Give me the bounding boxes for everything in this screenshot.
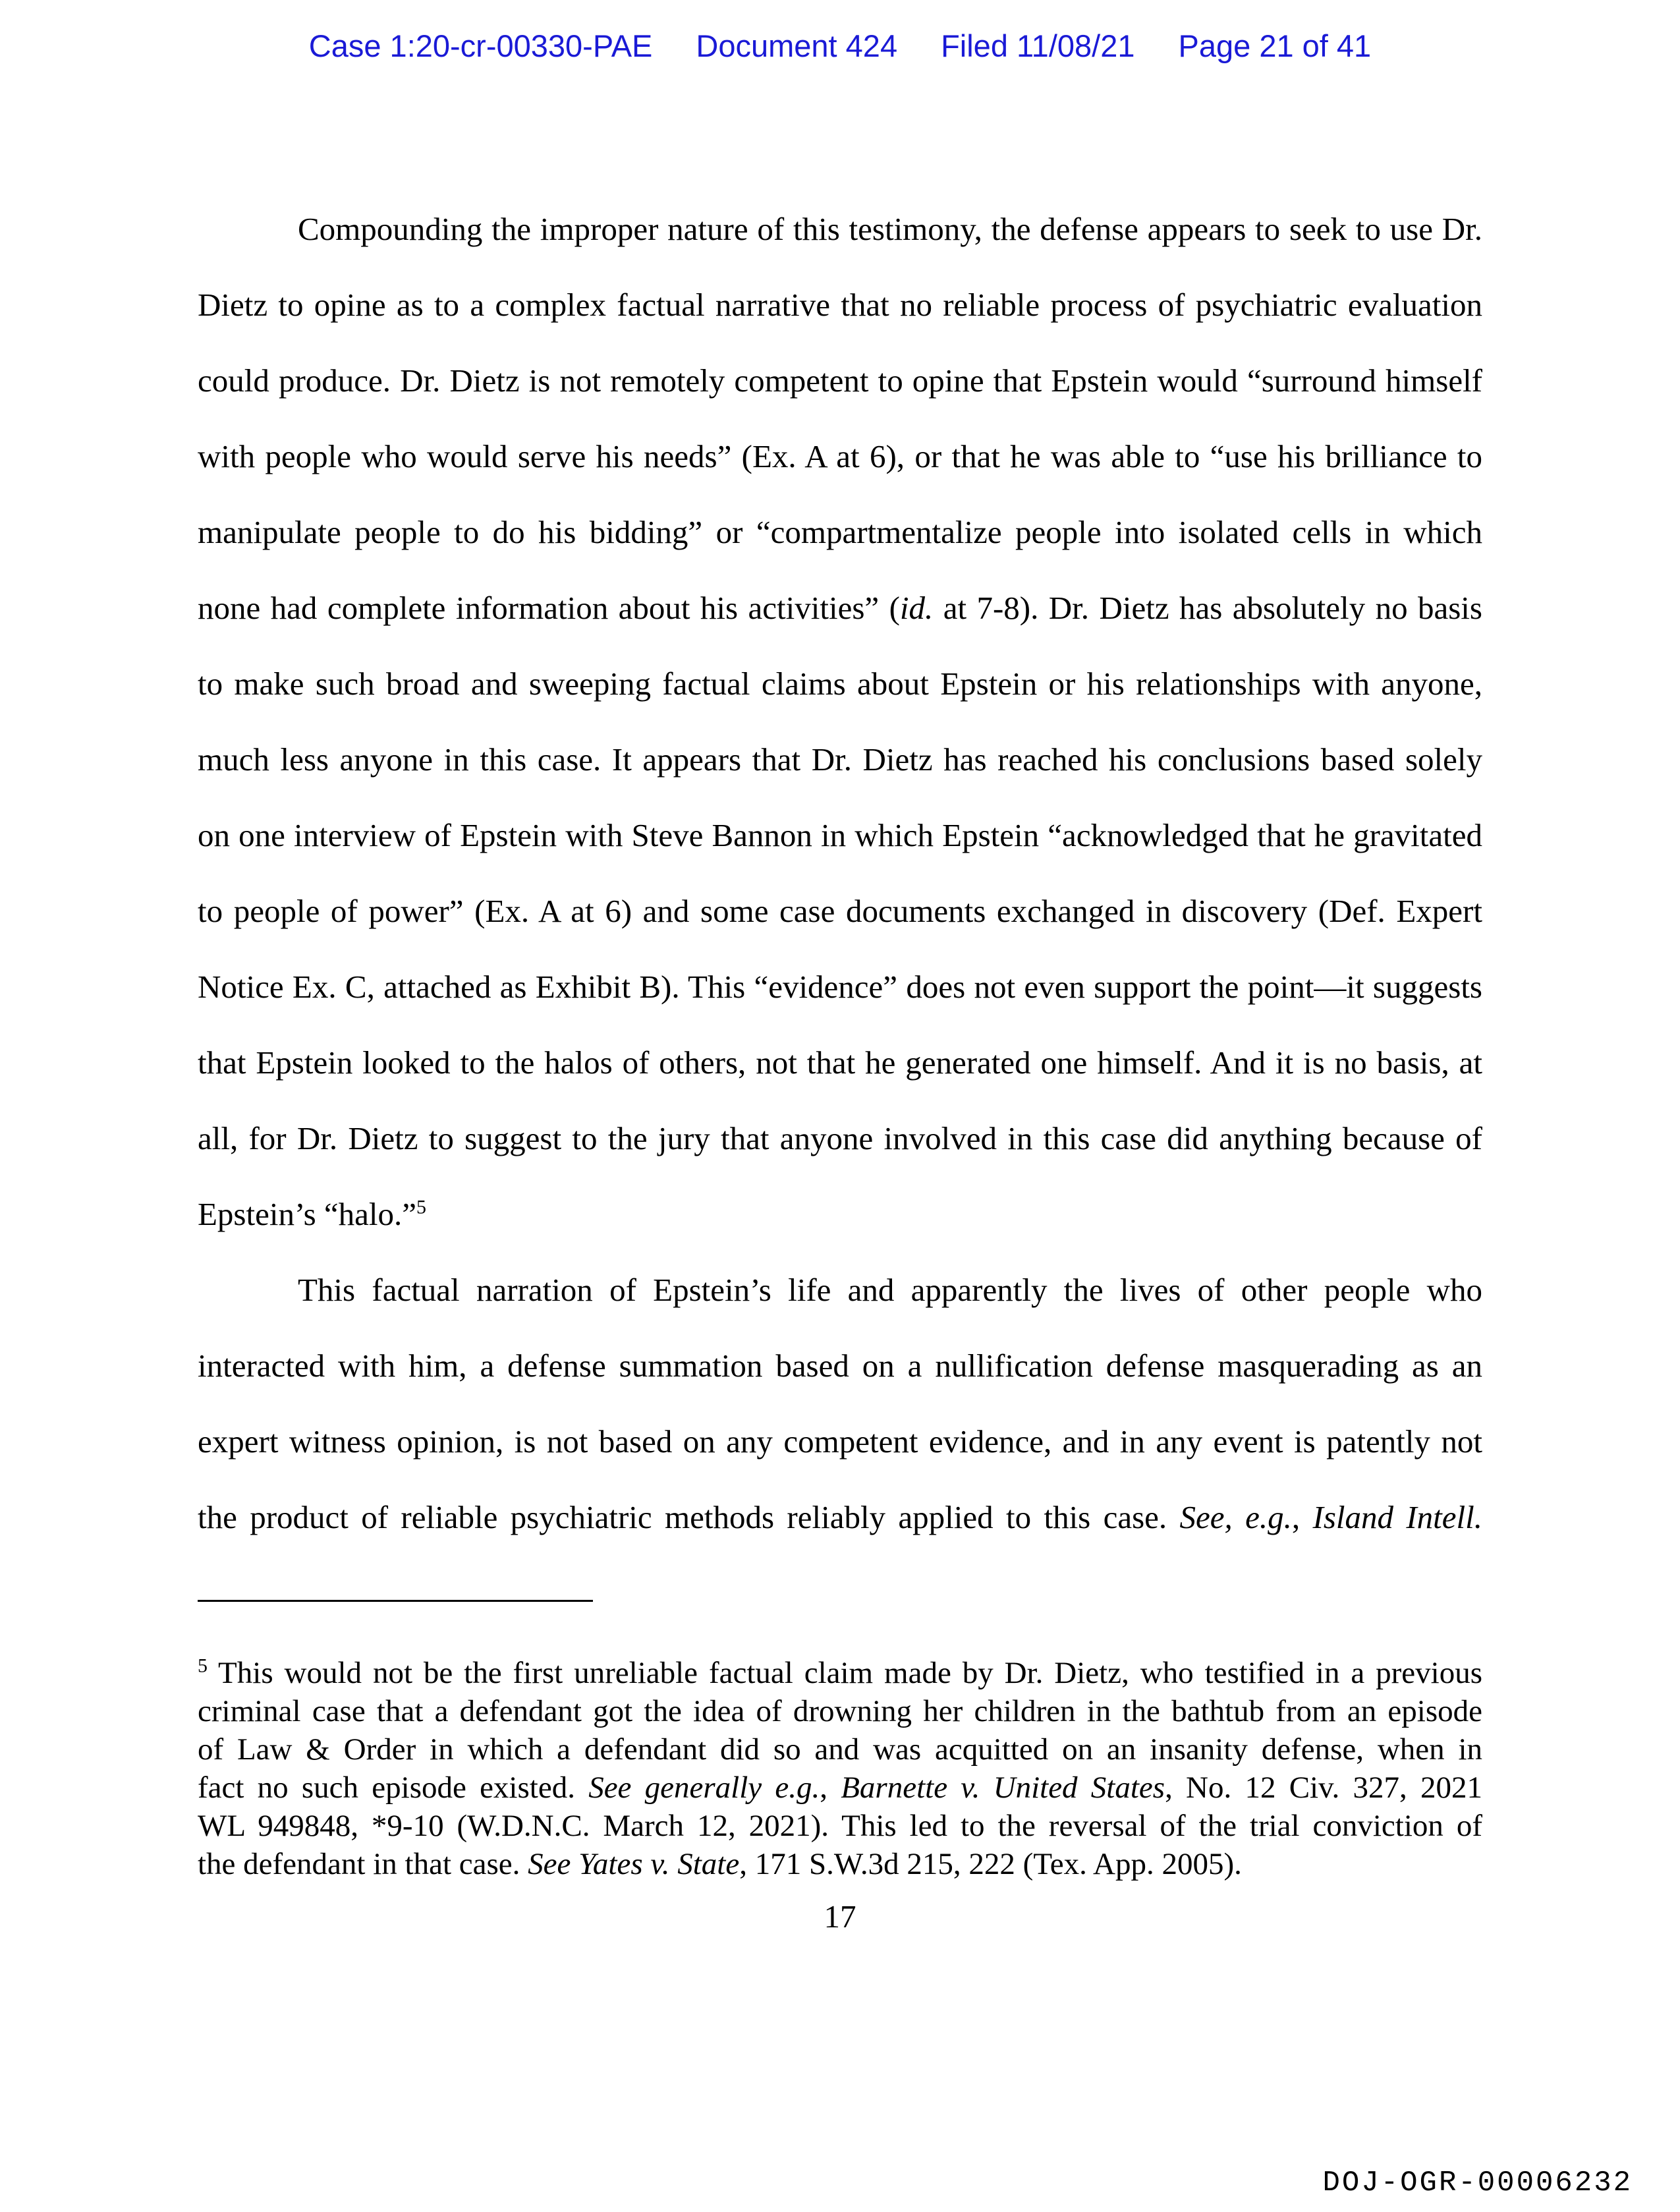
text: ,: [1291, 1499, 1313, 1535]
body-line: [198, 1176, 1482, 1252]
text: Notice Ex. C, attached as Exhibit B). This “evidence” does not even support the point—it suggests: [198, 969, 1482, 1005]
text: , No. 12 Civ. 327, 2021: [1165, 1771, 1483, 1805]
text: to people of power” (Ex. A at 6) and some case documents exchanged in discovery (Def. Expert: [198, 893, 1482, 929]
body-text: [198, 191, 1482, 1555]
citation-italic: See generally e.g.: [588, 1771, 820, 1805]
text: all, for Dr. Dietz to suggest to the jury that anyone involved in this case did anything because of: [198, 1120, 1482, 1156]
text: Compounding the improper nature of this testimony, the defense appears to seek to use Dr.: [298, 211, 1482, 247]
footnote-separator: [198, 1600, 593, 1602]
citation-italic: Barnette v. United States: [841, 1771, 1165, 1805]
text: much less anyone in this case. It appears that Dr. Dietz has reached his conclusions based solely: [198, 741, 1482, 778]
body-line: [198, 646, 1482, 722]
text: fact no such episode existed.: [198, 1771, 589, 1805]
text: the product of reliable psychiatric methods reliably applied to this case.: [198, 1499, 1180, 1535]
text: Epstein’s “halo.”: [198, 1196, 417, 1232]
filed-date: Filed 11/08/21: [941, 28, 1135, 63]
citation-italic: See, e.g.: [1179, 1499, 1292, 1535]
body-line: [198, 570, 1482, 646]
body-line: [198, 494, 1482, 570]
body-line: [198, 1252, 1482, 1328]
text: the defendant in that case.: [198, 1847, 528, 1881]
footnote: [198, 1654, 1482, 1883]
body-line: [198, 722, 1482, 797]
body-line: [198, 267, 1482, 343]
page-number: 17: [824, 1898, 856, 1935]
body-line: [198, 1025, 1482, 1100]
body-line: [198, 949, 1482, 1025]
case-header: [0, 28, 1680, 64]
footnote-line: [198, 1654, 1482, 1692]
body-line: [198, 1100, 1482, 1176]
text: manipulate people to do his bidding” or “compartmentalize people into isolated cells in which: [198, 514, 1482, 550]
text: , 171 S.W.3d 215, 222 (Tex. App. 2005).: [739, 1847, 1242, 1881]
text: This would not be the first unreliable factual claim made by Dr. Dietz, who testified in a previous: [208, 1656, 1482, 1690]
document-number: Document 424: [696, 28, 898, 63]
citation-italic: id.: [899, 590, 934, 626]
body-line: [198, 873, 1482, 949]
footnote-number: 5: [198, 1655, 208, 1677]
text: Dietz to opine as to a complex factual narrative that no reliable process of psychiatric evaluation: [198, 287, 1482, 323]
footnote-line: [198, 1807, 1482, 1845]
body-line: [198, 191, 1482, 267]
text: with people who would serve his needs” (Ex. A at 6), or that he was able to “use his brilliance to: [198, 438, 1482, 474]
text: This factual narration of Epstein’s life and apparently the lives of other people who: [298, 1272, 1482, 1308]
text: criminal case that a defendant got the idea of drowning her children in the bathtub from an episode: [198, 1694, 1482, 1728]
footnote-reference[interactable]: 5: [416, 1196, 427, 1218]
citation-italic: Island Intell.: [1312, 1499, 1483, 1535]
body-line: [198, 1479, 1482, 1555]
text: that Epstein looked to the halos of others, not that he generated one himself. And it is no basis, at: [198, 1044, 1482, 1081]
case-number: Case 1:20-cr-00330-PAE: [308, 28, 653, 63]
text: interacted with him, a defense summation based on a nullification defense masquerading as an: [198, 1347, 1482, 1384]
bates-number: DOJ-OGR-00006232: [1322, 2167, 1633, 2199]
page-of-pages: Page 21 of 41: [1178, 28, 1372, 63]
text: WL 949848, *9-10 (W.D.N.C. March 12, 2021). This led to the reversal of the trial conviction of: [198, 1809, 1482, 1843]
footnote-line: [198, 1730, 1482, 1769]
body-line: [198, 1328, 1482, 1404]
footnote-line: [198, 1692, 1482, 1730]
text: could produce. Dr. Dietz is not remotely competent to opine that Epstein would “surround himself: [198, 362, 1482, 399]
text: ,: [820, 1771, 841, 1805]
text: on one interview of Epstein with Steve Bannon in which Epstein “acknowledged that he gravitated: [198, 817, 1482, 853]
footnote-line: [198, 1769, 1482, 1807]
footnote-line: [198, 1845, 1482, 1883]
text: at 7-8). Dr. Dietz has absolutely no basis: [933, 590, 1482, 626]
body-line: [198, 343, 1482, 418]
text: to make such broad and sweeping factual claims about Epstein or his relationships with anyone,: [198, 666, 1482, 702]
body-line: [198, 797, 1482, 873]
text: expert witness opinion, is not based on any competent evidence, and in any event is patently not: [198, 1423, 1482, 1460]
body-line: [198, 1404, 1482, 1479]
text: none had complete information about his activities” (: [198, 590, 900, 626]
body-line: [198, 418, 1482, 494]
text: of Law & Order in which a defendant did so and was acquitted on an insanity defense, when in: [198, 1732, 1482, 1767]
citation-italic: See Yates v. State: [528, 1847, 740, 1881]
